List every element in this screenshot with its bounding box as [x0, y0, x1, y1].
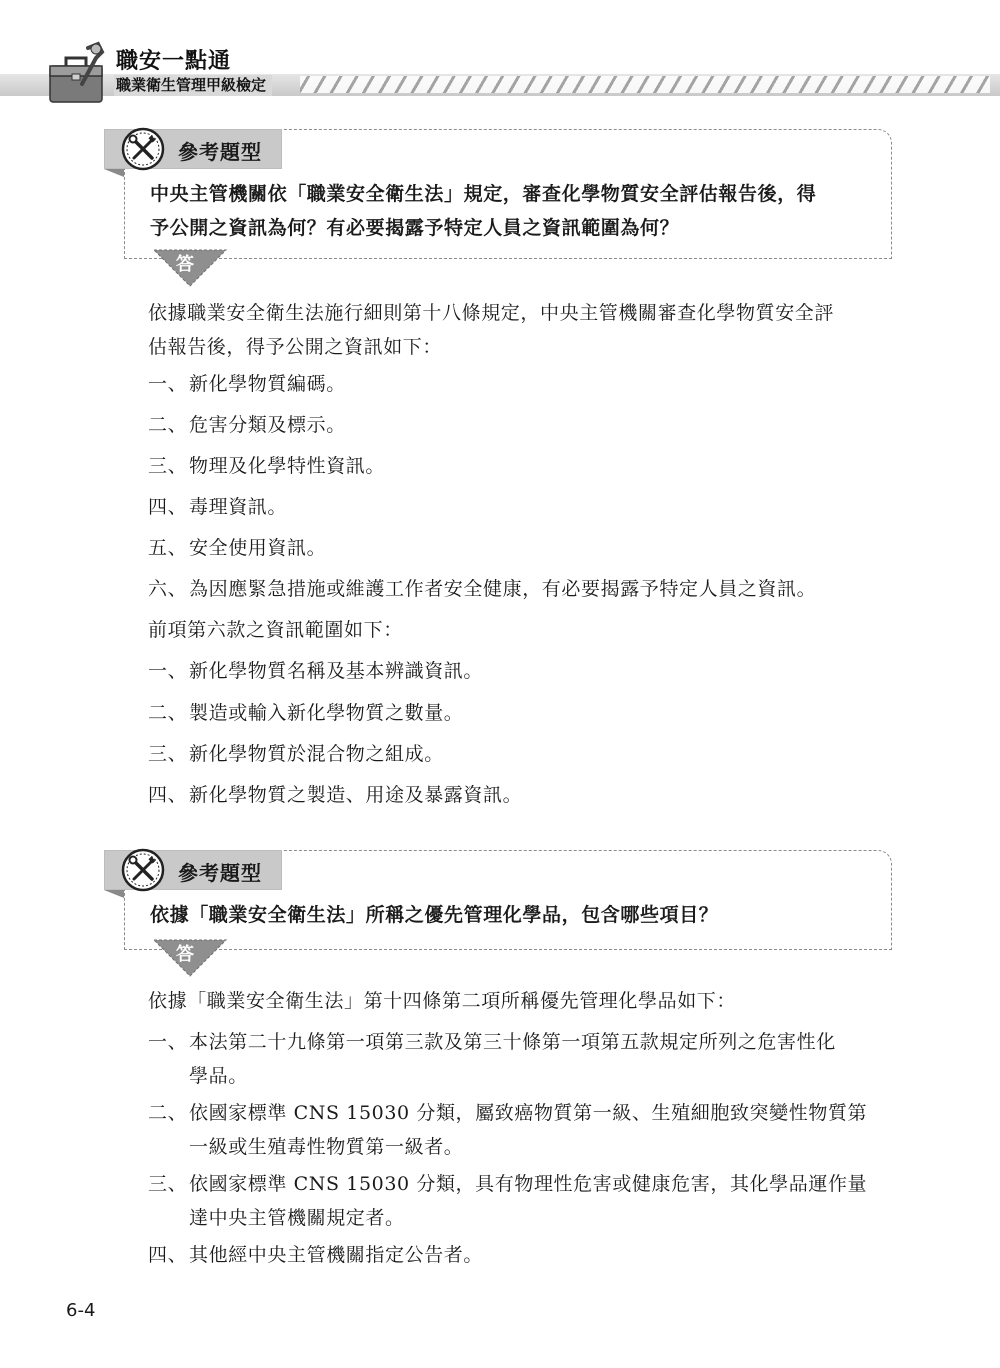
header-subtitle: 職業衛生管理甲級檢定: [114, 75, 272, 96]
page-header: [0, 0, 1000, 120]
answer-intro-line: 依據職業安全衛生法施行細則第十八條規定，中央主管機關審查化學物質安全評: [148, 302, 835, 324]
question-text: [150, 177, 880, 245]
list-item-number: 四、: [148, 784, 188, 806]
question-line: 予公開之資訊為何？有必要揭露予特定人員之資訊範圍為何？: [150, 217, 680, 239]
header-stripes: [300, 76, 990, 93]
question-tag-label: 參考題型: [178, 861, 262, 885]
list-item-number: 五、: [148, 537, 188, 559]
list-item-number: 二、: [148, 1102, 188, 1124]
list-item-text: 安全使用資訊。: [189, 537, 327, 559]
tools-icon: [119, 846, 167, 894]
list-item-text: 新化學物質於混合物之組成。: [189, 743, 444, 765]
question-line: 中央主管機關依「職業安全衛生法」規定，審查化學物質安全評估報告後，得: [150, 183, 817, 205]
answer-mid-text: 前項第六款之資訊範圍如下：: [148, 619, 403, 641]
list-item-number: 二、: [148, 414, 188, 436]
list-item-number: 三、: [148, 455, 188, 477]
list-item: [148, 737, 896, 771]
list-item-line: 學品。: [189, 1065, 248, 1087]
list-item: [148, 572, 896, 606]
list-item-number: 二、: [148, 702, 188, 724]
answer-intro-line: 估報告後，得予公開之資訊如下：: [148, 336, 443, 358]
list-item: [148, 1167, 896, 1235]
list-item: [148, 408, 896, 442]
list-item-text: [148, 1238, 896, 1272]
list-item: [148, 778, 896, 812]
answer-badge-label: 答: [176, 944, 194, 965]
list-item-number: 一、: [148, 373, 188, 395]
question-box-left-border: [124, 888, 125, 950]
list-item-line: 達中央主管機關規定者。: [189, 1207, 405, 1229]
list-item-text: [148, 1096, 896, 1164]
list-item-line: 本法第二十九條第一項第三款及第三十條第一項第五款規定所列之危害性化: [189, 1031, 836, 1053]
list-item: [148, 367, 896, 401]
list-item-line: 依國家標準 CNS 15030 分類，屬致癌物質第一級、生殖細胞致突變性物質第: [189, 1102, 868, 1124]
list-item-text: 新化學物質之製造、用途及暴露資訊。: [189, 784, 523, 806]
list-item: [148, 1238, 896, 1272]
list-item: [148, 696, 896, 730]
answer-intro: [148, 984, 896, 1018]
list-item-number: 三、: [148, 1173, 188, 1195]
list-item-number: 四、: [148, 496, 188, 518]
list-item-text: 製造或輸入新化學物質之數量。: [189, 702, 464, 724]
toolbox-icon: [44, 40, 110, 108]
list-item: [148, 449, 896, 483]
list-item: [148, 1096, 896, 1164]
list-item: [148, 1025, 896, 1093]
header-title: 職安一點通: [116, 49, 232, 74]
list-item-text: 危害分類及標示。: [189, 414, 346, 436]
list-item-text: 新化學物質編碼。: [189, 373, 346, 395]
question-text: [150, 898, 880, 932]
list-item-line: 依國家標準 CNS 15030 分類，具有物理性危害或健康危害，其化學品運作量: [189, 1173, 868, 1195]
list-item-text: 為因應緊急措施或維護工作者安全健康，有必要揭露予特定人員之資訊。: [189, 578, 817, 600]
answer-intro: [148, 296, 896, 364]
question-tag-label: 參考題型: [178, 140, 262, 164]
list-item-text: 毒理資訊。: [189, 496, 288, 518]
list-item-number: 四、: [148, 1244, 188, 1266]
list-item: [148, 654, 896, 688]
list-item-number: 一、: [148, 660, 188, 682]
list-item-text: [148, 1167, 896, 1235]
page-number: 6-4: [66, 1300, 96, 1321]
answer-badge-label: 答: [176, 254, 194, 275]
question-box-left-border: [124, 167, 125, 259]
answer-intro-line: 依據「職業安全衛生法」第十四條第二項所稱優先管理化學品如下：: [148, 990, 737, 1012]
list-item: [148, 490, 896, 524]
list-item: [148, 531, 896, 565]
list-item-line: 一級或生殖毒性物質第一級者。: [189, 1136, 464, 1158]
list-item-text: 新化學物質名稱及基本辨識資訊。: [189, 660, 484, 682]
list-item-text: 物理及化學特性資訊。: [189, 455, 386, 477]
question-line: 依據「職業安全衛生法」所稱之優先管理化學品，包含哪些項目？: [150, 904, 719, 926]
list-item-text: [148, 1025, 896, 1093]
tools-icon: [119, 125, 167, 173]
list-item-number: 三、: [148, 743, 188, 765]
list-item-line: 其他經中央主管機關指定公告者。: [189, 1244, 484, 1266]
list-item-number: 六、: [148, 578, 188, 600]
list-item-number: 一、: [148, 1031, 188, 1053]
